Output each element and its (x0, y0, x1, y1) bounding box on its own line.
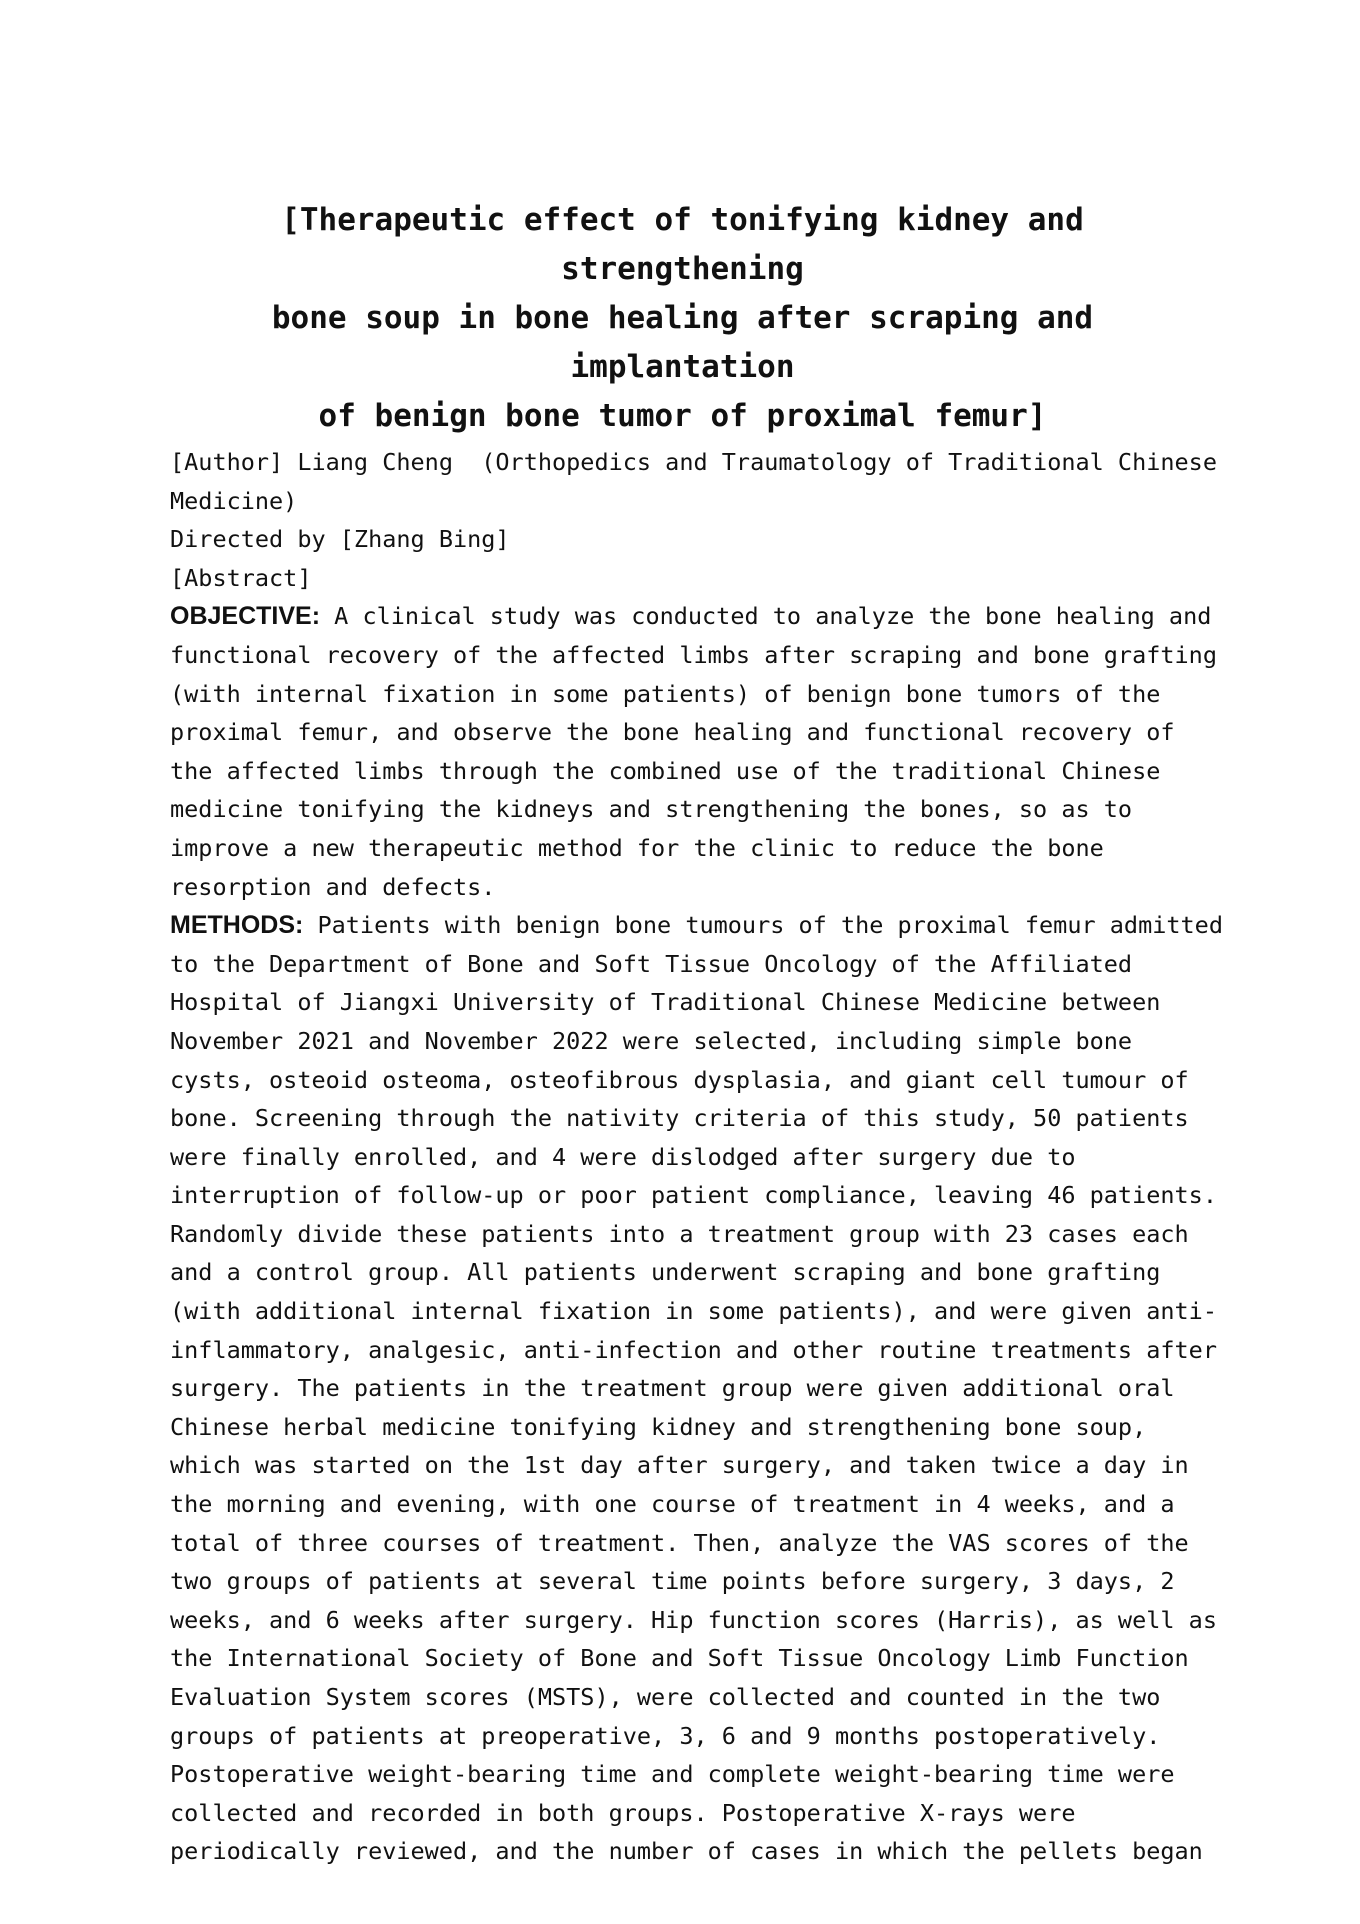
author-line: [Author] Liang Cheng (Orthopedics and Traumatology of Traditional Chinese (170, 448, 1217, 476)
objective-line: functional recovery of the affected limbs after scraping and bone grafting (170, 640, 1217, 669)
author-affiliation-continued: Medicine) (170, 486, 298, 515)
methods-line: and a control group. All patients underwent scraping and bone grafting (170, 1258, 1161, 1287)
methods-line: cysts, osteoid osteoma, osteofibrous dysplasia, and giant cell tumour of (170, 1065, 1189, 1094)
methods-line: groups of patients at preoperative, 3, 6 and 9 months postoperatively. (170, 1721, 1161, 1750)
methods-line: Evaluation System scores (MSTS), were collected and counted in the two (170, 1683, 1161, 1711)
methods-line: the morning and evening, with one course of treatment in 4 weeks, and a (170, 1490, 1175, 1519)
methods-first-text: Patients with benign bone tumours of the proximal femur admitted (303, 911, 1223, 940)
methods-line: (with additional internal fixation in some patients), and were given anti- (170, 1297, 1217, 1326)
methods-line: surgery. The patients in the treatment group were given additional oral (170, 1374, 1175, 1403)
methods-line: November 2021 and November 2022 were selected, including simple bone (170, 1026, 1133, 1055)
paper-title (170, 196, 1195, 441)
objective-line: (with internal fixation in some patients) of benign bone tumors of the (170, 679, 1161, 708)
methods-line: weeks, and 6 weeks after surgery. Hip function scores (Harris), as well as (170, 1605, 1217, 1634)
objective-label: OBJECTIVE: (170, 602, 321, 631)
methods-line: inflammatory, analgesic, anti-infection and other routine treatments after (170, 1335, 1217, 1364)
objective-line: the affected limbs through the combined use of the traditional Chinese (170, 756, 1161, 785)
objective-paragraph (170, 597, 1217, 906)
objective-first-line (170, 597, 1212, 636)
document-page (170, 196, 1223, 1871)
methods-first-line (170, 906, 1223, 945)
front-matter (170, 443, 1217, 597)
methods-line: Hospital of Jiangxi University of Traditional Chinese Medicine between (170, 988, 1161, 1017)
methods-label: METHODS: (170, 911, 304, 940)
directed-by: Directed by [Zhang Bing] (170, 525, 510, 554)
methods-line: interruption of follow-up or poor patient compliance, leaving 46 patients. (170, 1181, 1217, 1210)
methods-line: which was started on the 1st day after surgery, and taken twice a day in (170, 1451, 1189, 1480)
abstract-heading: [Abstract] (170, 563, 312, 592)
methods-paragraph (170, 906, 1223, 1871)
methods-line: Postoperative weight-bearing time and complete weight-bearing time were (170, 1760, 1175, 1789)
methods-line: the International Society of Bone and Soft Tissue Oncology Limb Function (170, 1644, 1189, 1673)
objective-line: improve a new therapeutic method for the clinic to reduce the bone (170, 833, 1104, 862)
methods-line: to the Department of Bone and Soft Tissue Oncology of the Affiliated (170, 949, 1133, 978)
objective-first-text: A clinical study was conducted to analyze the bone healing and (320, 602, 1212, 631)
title-line: [Therapeutic effect of tonifying kidney and strengthening (281, 202, 1084, 287)
objective-line: medicine tonifying the kidneys and strengthening the bones, so as to (170, 795, 1133, 824)
methods-line: Randomly divide these patients into a treatment group with 23 cases each (170, 1219, 1189, 1248)
title-line: bone soup in bone healing after scraping and implantation (271, 300, 1094, 385)
methods-line: two groups of patients at several time points before surgery, 3 days, 2 (170, 1567, 1175, 1596)
methods-line: total of three courses of treatment. Then, analyze the VAS scores of the (170, 1528, 1189, 1557)
objective-line: resorption and defects. (170, 872, 496, 901)
methods-line: periodically reviewed, and the number of cases in which the pellets began (170, 1837, 1203, 1866)
methods-line: bone. Screening through the nativity criteria of this study, 50 patients (170, 1104, 1189, 1133)
title-line: of benign bone tumor of proximal femur] (318, 398, 1047, 434)
methods-line: Chinese herbal medicine tonifying kidney and strengthening bone soup, (170, 1412, 1147, 1441)
objective-line: proximal femur, and observe the bone healing and functional recovery of (170, 718, 1175, 747)
methods-line: collected and recorded in both groups. Postoperative X-rays were (170, 1798, 1076, 1827)
methods-line: were finally enrolled, and 4 were dislodged after surgery due to (170, 1142, 1076, 1171)
